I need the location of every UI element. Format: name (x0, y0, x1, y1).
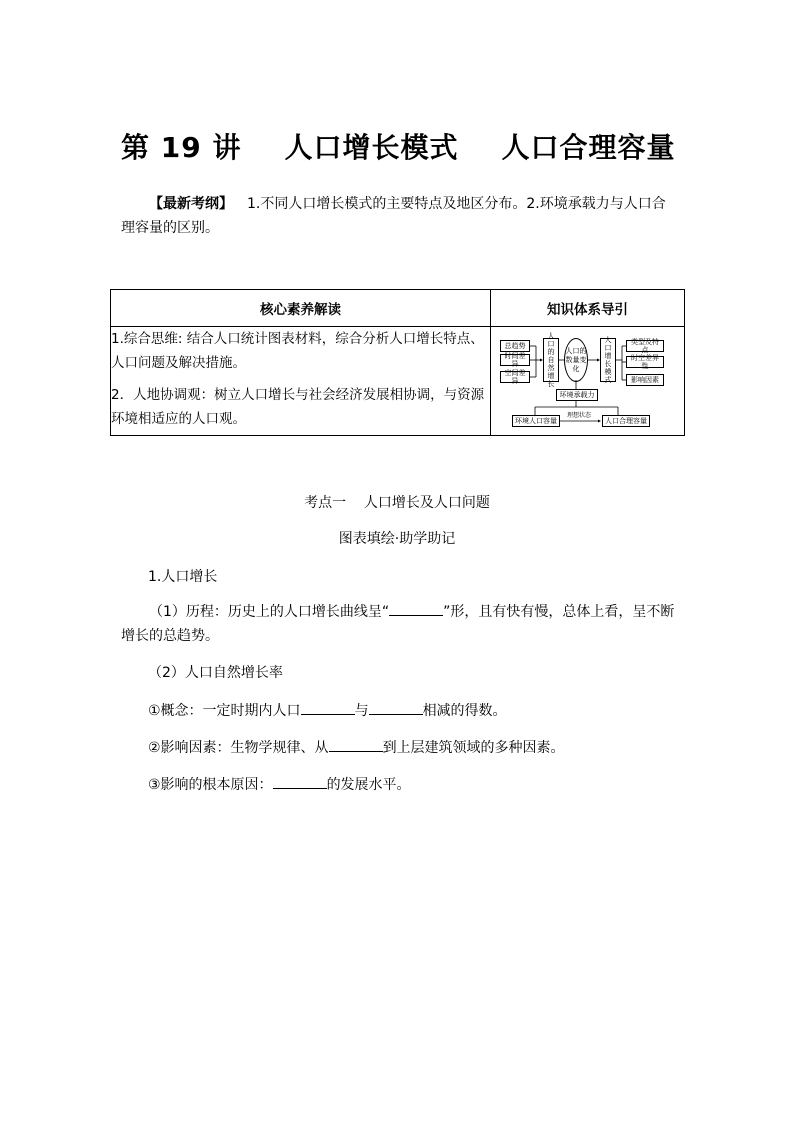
exam-outline (121, 192, 676, 240)
label-ideal-state: 理想状态 (566, 411, 591, 419)
box-space-difference: 空间差异 (500, 371, 530, 383)
para-concept-text-c: 相减的得数。 (422, 703, 507, 719)
outline-tag: 【最新考纲】 (149, 196, 233, 212)
oval-population-change: 人口的数量变化 (564, 338, 588, 382)
para-history-text-b: ”形，且有快有慢，总体上看，呈不断增长的总趋势。 (121, 604, 675, 644)
box-reasonable-capacity: 人口合理容量 (602, 415, 650, 427)
para-concept-text-a: ①概念：一定时期内人口 (148, 703, 301, 719)
box-time-difference: 时间差异 (500, 354, 530, 366)
para-factors (148, 736, 565, 760)
box-spatiotemporal: 时空差异性 (626, 356, 664, 368)
para-concept-text-b: 与 (354, 703, 369, 719)
para-factors-text-a: ②影响因素：生物学规律、从 (148, 740, 329, 756)
knowledge-diagram (494, 332, 684, 435)
section-heading: 考点一 人口增长及人口问题 (304, 495, 490, 511)
blank-root-cause[interactable] (273, 774, 327, 789)
literacy-item-2: 2．人地协调观：树立人口增长与社会经济发展相协调，与资源环境相适应的人口观。 (111, 387, 485, 427)
header-core-literacy: 核心素养解读 (111, 290, 491, 327)
knowledge-diagram-cell (491, 327, 685, 436)
section-subheading: 图表填绘·助学助记 (338, 531, 456, 547)
box-natural-growth: 人口的自然增长 (543, 338, 559, 382)
para-history-text-a: （1）历程：历史上的人口增长曲线呈“ (149, 604, 390, 620)
para-natural-growth-rate: （2）人口自然增长率 (148, 665, 283, 681)
box-environmental-capacity: 环境承载力 (556, 389, 598, 401)
box-env-population-capacity: 环境人口容量 (512, 415, 560, 427)
blank-curve-shape[interactable] (389, 601, 443, 616)
outline-text: 1.不同人口增长模式的主要特点及地区分布。2.环境承载力与人口合理容量的区别。 (121, 196, 666, 236)
para-root-cause-text-a: ③影响的根本原因： (148, 777, 273, 793)
core-literacy-table (110, 289, 685, 436)
core-literacy-cell (111, 327, 491, 436)
literacy-item-1: 1.综合思维: 结合人口统计图表材料，综合分析人口增长特点、人口问题及解决措施。 (111, 331, 484, 371)
para-root-cause (148, 773, 411, 797)
para-root-cause-text-b: 的发展水平。 (326, 777, 411, 793)
header-knowledge-guide: 知识体系导引 (491, 290, 685, 327)
box-growth-mode: 人口增长模式 (600, 338, 616, 382)
blank-factor-base[interactable] (329, 737, 383, 752)
box-influence-factors: 影响因素 (626, 374, 664, 386)
item-title-population-growth: 1.人口增长 (148, 569, 218, 585)
para-factors-text-b: 到上层建筑领域的多种因素。 (382, 740, 565, 756)
box-overall-trend: 总趋势 (500, 340, 530, 352)
para-history (121, 600, 681, 648)
blank-death-rate[interactable] (369, 700, 423, 715)
box-types-features: 类型及特点 (626, 340, 664, 352)
blank-birth-rate[interactable] (301, 700, 355, 715)
para-concept (148, 699, 507, 723)
lesson-title: 第 19 讲 人口增长模式 人口合理容量 (121, 131, 676, 164)
